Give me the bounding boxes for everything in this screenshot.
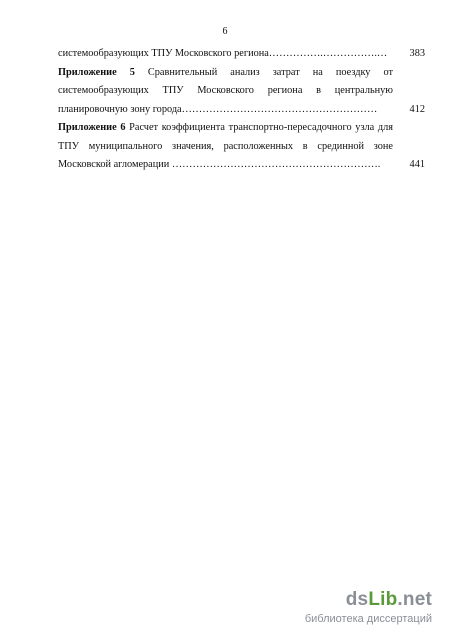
dslib-logo (346, 589, 432, 611)
logo-lib: Lib (368, 589, 398, 610)
toc-text: Московской агломерации ……………………………………………………. (58, 159, 381, 170)
toc-entry-1-line-1 (58, 45, 425, 64)
toc-entry-2-line-1 (58, 64, 393, 83)
dslib-watermark (248, 589, 438, 629)
logo-net: .net (397, 589, 432, 610)
toc-text: планировочную зону города………………………………………………… (58, 103, 378, 115)
toc-page-number: 412 (409, 103, 425, 115)
table-of-contents (58, 45, 425, 175)
toc-entry-3-line-1 (58, 119, 393, 138)
toc-page-number: 383 (409, 48, 425, 59)
toc-entry-3-line-2 (58, 138, 393, 157)
toc-entry-2-line-3 (58, 101, 425, 120)
appendix-label: Приложение 6 (58, 122, 126, 133)
toc-text: ТПУ муниципального значения, расположенных в срединной зоне (58, 140, 393, 152)
page-number: 6 (222, 26, 228, 37)
toc-page-number: 441 (409, 159, 425, 170)
toc-text: Расчет коэффициента транспортно-пересадочного узла для (129, 122, 393, 133)
logo-ds: ds (345, 589, 369, 610)
toc-entry-3-line-3 (58, 156, 425, 175)
watermark-tagline: библиотека диссертаций (304, 613, 432, 625)
appendix-label: Приложение 5 (58, 66, 135, 78)
toc-text: системообразующих ТПУ Московского региона…………….…………….… (58, 48, 388, 59)
toc-text: Сравнительный анализ затрат на поездку от (147, 66, 393, 78)
toc-entry-2-line-2 (58, 82, 393, 101)
toc-text: системообразующих ТПУ Московского региона в центральную (58, 85, 393, 96)
